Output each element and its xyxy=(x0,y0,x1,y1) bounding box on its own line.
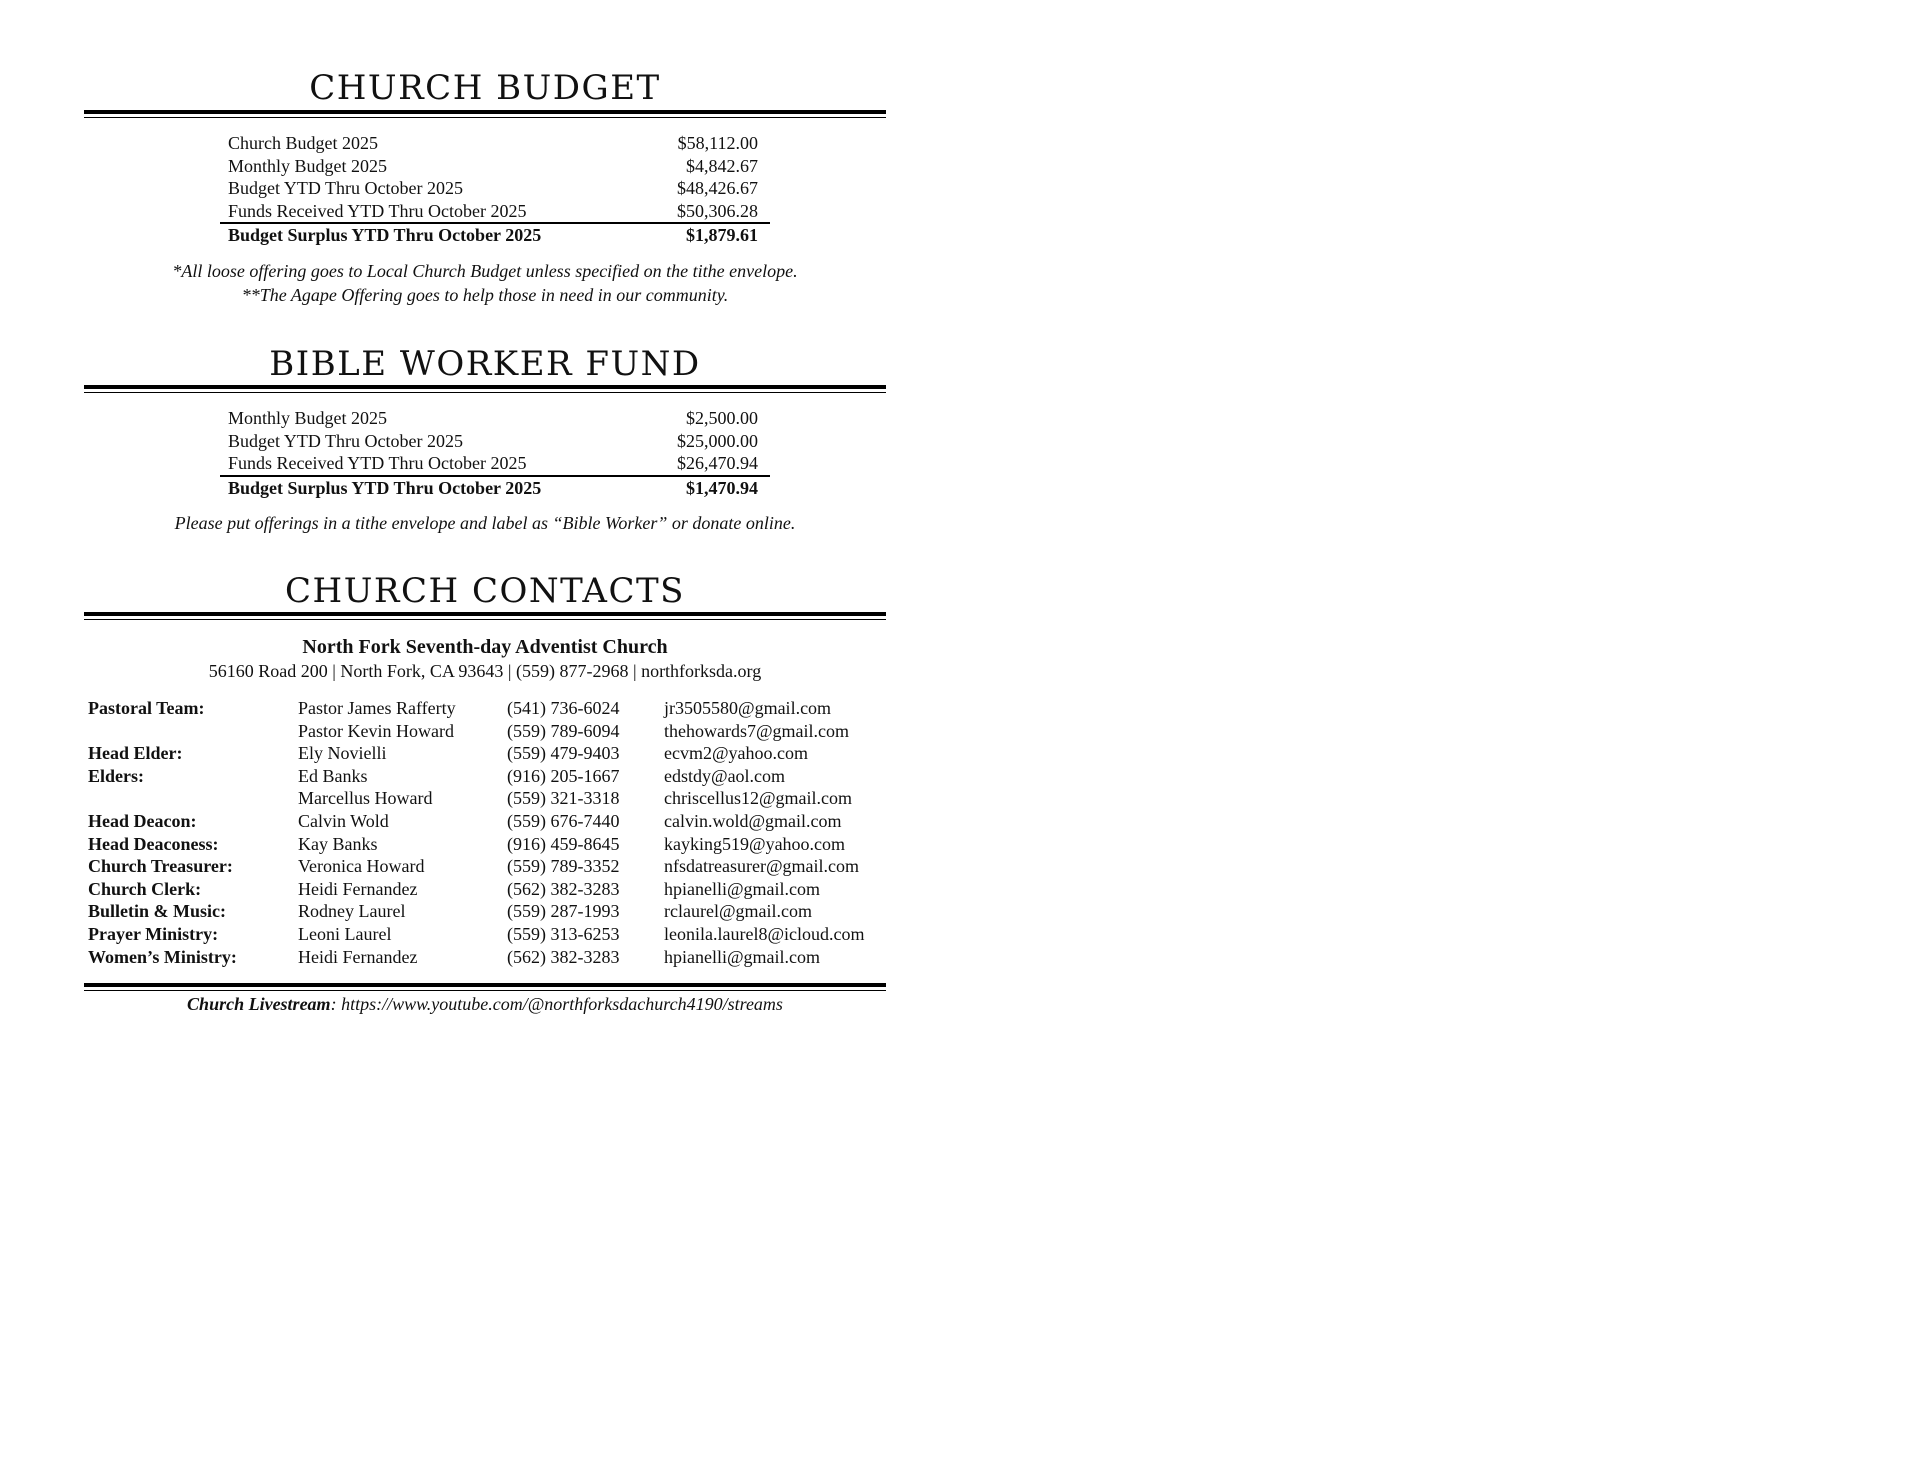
contact-row xyxy=(84,900,886,923)
contact-name: Pastor James Rafferty xyxy=(298,698,456,718)
budget-row-label: Budget YTD Thru October 2025 xyxy=(228,178,463,198)
contact-phone: (541) 736-6024 xyxy=(507,698,620,718)
contact-row xyxy=(84,855,886,878)
church-budget-table xyxy=(220,132,770,247)
contact-name: Calvin Wold xyxy=(298,810,389,831)
contact-role: Head Deaconess: xyxy=(88,833,219,854)
contact-name: Leoni Laurel xyxy=(298,923,392,944)
contact-name: Ely Novielli xyxy=(298,743,387,764)
section-divider xyxy=(84,983,886,991)
contact-phone: (559) 321-3318 xyxy=(507,788,620,809)
contact-email: nfsdatreasurer@gmail.com xyxy=(664,856,860,877)
contact-phone: (559) 479-9403 xyxy=(507,743,620,764)
section-divider xyxy=(84,385,886,393)
contacts-list xyxy=(84,697,886,968)
contact-email: hpianelli@gmail.com xyxy=(664,878,821,899)
budget-row-label: Monthly Budget 2025 xyxy=(228,155,388,176)
budget-total-amount: $1,470.94 xyxy=(686,477,758,498)
contact-email: kayking519@yahoo.com xyxy=(664,833,846,854)
budget-row-amount: $25,000.00 xyxy=(677,430,758,451)
contact-row xyxy=(84,697,886,720)
contact-role: Prayer Ministry: xyxy=(88,923,219,944)
contact-name: Rodney Laurel xyxy=(298,901,406,922)
contact-row xyxy=(84,787,886,810)
contact-row xyxy=(84,878,886,901)
contact-phone: (559) 287-1993 xyxy=(507,901,620,922)
budget-row-label: Monthly Budget 2025 xyxy=(228,408,388,428)
livestream-colon: : xyxy=(330,994,342,1014)
contact-phone: (562) 382-3283 xyxy=(507,946,620,967)
budget-row xyxy=(220,407,770,430)
budget-row-amount: $50,306.28 xyxy=(677,200,758,221)
bible-worker-fund-table xyxy=(220,407,770,499)
budget-total-label: Budget Surplus YTD Thru October 2025 xyxy=(228,477,542,498)
contact-email: rclaurel@gmail.com xyxy=(664,901,813,922)
budget-row-label: Funds Received YTD Thru October 2025 xyxy=(228,453,527,473)
budget-row-label: Funds Received YTD Thru October 2025 xyxy=(228,200,527,221)
budget-row xyxy=(220,452,770,477)
church-budget-title: CHURCH BUDGET xyxy=(309,68,661,108)
budget-row-amount: $48,426.67 xyxy=(677,178,758,198)
contact-name: Ed Banks xyxy=(298,765,368,786)
contact-row xyxy=(84,833,886,856)
contact-row xyxy=(84,765,886,788)
contact-role: Church Treasurer: xyxy=(88,856,233,877)
contact-name: Pastor Kevin Howard xyxy=(298,720,454,741)
contact-email: edstdy@aol.com xyxy=(664,765,786,786)
contact-name: Kay Banks xyxy=(298,833,378,854)
contact-role: Head Deacon: xyxy=(88,810,197,831)
budget-row-amount: $58,112.00 xyxy=(677,133,758,153)
budget-row-amount: $4,842.67 xyxy=(686,155,758,176)
livestream-line xyxy=(84,992,886,1016)
bible-worker-note: Please put offerings in a tithe envelope and label as “Bible Worker” or donate online. xyxy=(174,513,796,533)
contact-name: Marcellus Howard xyxy=(298,788,433,809)
contact-row xyxy=(84,923,886,946)
budget-total-row xyxy=(220,477,770,500)
contact-name: Veronica Howard xyxy=(298,856,425,877)
contact-row xyxy=(84,810,886,833)
contact-row xyxy=(84,946,886,969)
contact-name: Heidi Fernandez xyxy=(298,946,418,967)
budget-total-label: Budget Surplus YTD Thru October 2025 xyxy=(228,225,542,245)
livestream-label: Church Livestream xyxy=(187,994,331,1014)
contact-phone: (916) 205-1667 xyxy=(507,765,620,786)
contact-email: leonila.laurel8@icloud.com xyxy=(664,923,865,944)
section-divider xyxy=(84,110,886,118)
church-address: 56160 Road 200 | North Fork, CA 93643 | (559) 877-2968 | northforksda.org xyxy=(208,661,762,681)
livestream-link[interactable]: https://www.youtube.com/@northforksdachurch4190/streams xyxy=(341,994,783,1014)
budget-row-amount: $2,500.00 xyxy=(686,408,758,428)
budget-total-row xyxy=(220,224,770,247)
agape-offering-note: **The Agape Offering goes to help those in need in our community. xyxy=(241,285,729,305)
contact-email: ecvm2@yahoo.com xyxy=(664,743,809,764)
contact-email: jr3505580@gmail.com xyxy=(664,698,832,718)
contact-email: calvin.wold@gmail.com xyxy=(664,810,842,831)
contact-name: Heidi Fernandez xyxy=(298,878,418,899)
budget-row-label: Budget YTD Thru October 2025 xyxy=(228,430,463,451)
section-divider xyxy=(84,612,886,620)
budget-row xyxy=(220,200,770,225)
contact-email: hpianelli@gmail.com xyxy=(664,946,821,967)
loose-offering-note: *All loose offering goes to Local Church Budget unless specified on the tithe envelope. xyxy=(172,261,798,281)
contact-email: thehowards7@gmail.com xyxy=(664,720,850,741)
budget-row xyxy=(220,155,770,178)
contact-role: Women’s Ministry: xyxy=(88,946,237,967)
contact-role: Pastoral Team: xyxy=(88,698,205,718)
budget-row xyxy=(220,177,770,200)
budget-row-amount: $26,470.94 xyxy=(677,453,758,473)
budget-row xyxy=(220,430,770,453)
contact-phone: (559) 313-6253 xyxy=(507,923,620,944)
contact-role: Head Elder: xyxy=(88,743,183,764)
budget-total-amount: $1,879.61 xyxy=(686,225,758,245)
contact-phone: (559) 789-6094 xyxy=(507,720,620,741)
contact-phone: (562) 382-3283 xyxy=(507,878,620,899)
budget-row-label: Church Budget 2025 xyxy=(228,133,378,153)
church-contacts-title: CHURCH CONTACTS xyxy=(285,571,685,611)
contact-phone: (559) 676-7440 xyxy=(507,810,620,831)
contact-role: Church Clerk: xyxy=(88,878,202,899)
church-name: North Fork Seventh-day Adventist Church xyxy=(302,636,668,658)
contact-row xyxy=(84,720,886,743)
budget-row xyxy=(220,132,770,155)
bible-worker-fund-title: BIBLE WORKER FUND xyxy=(269,344,701,384)
contact-phone: (916) 459-8645 xyxy=(507,833,620,854)
contact-row xyxy=(84,742,886,765)
contact-role: Elders: xyxy=(88,765,144,786)
contact-email: chriscellus12@gmail.com xyxy=(664,788,853,809)
contact-phone: (559) 789-3352 xyxy=(507,856,620,877)
contact-role: Bulletin & Music: xyxy=(88,901,226,922)
